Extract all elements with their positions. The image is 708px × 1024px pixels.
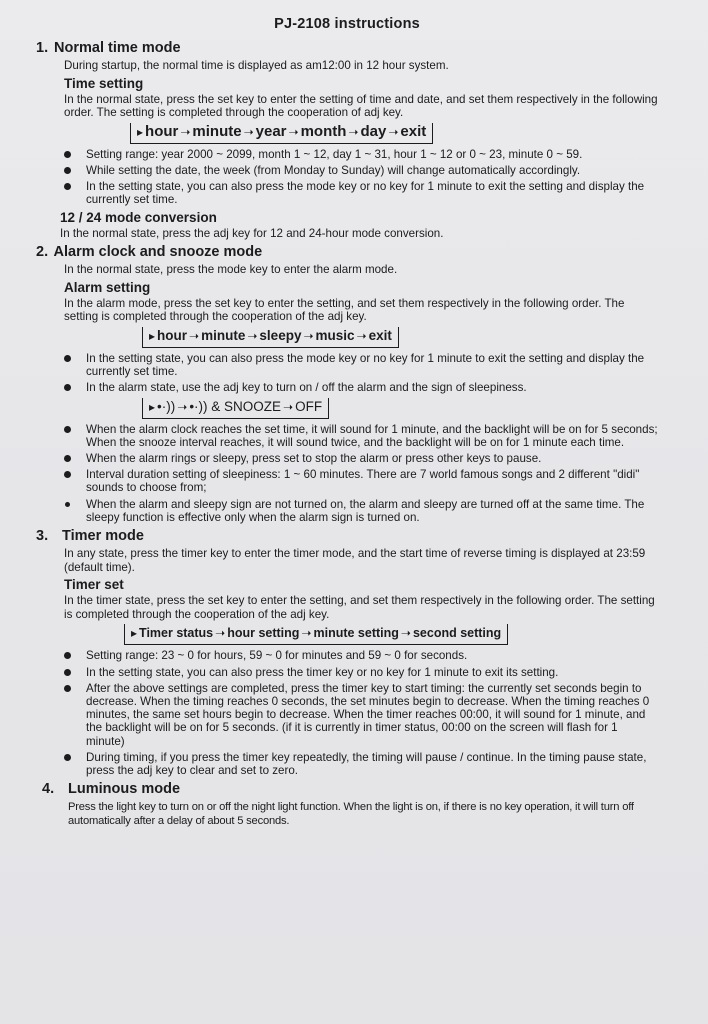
- alarm-state-flow-row: [36, 398, 658, 419]
- section-title: Luminous mode: [68, 781, 181, 798]
- flow-arrow-icon: ➝: [243, 124, 254, 139]
- time-setting-heading: Time setting: [64, 75, 144, 91]
- section-heading-timer: [36, 528, 658, 544]
- mode-conversion-text: In the normal state, press the adj key for 12 and 24-hour mode conversion.: [60, 226, 444, 240]
- list-item: [64, 751, 658, 777]
- list-item: [64, 468, 658, 494]
- list-item: [64, 352, 658, 378]
- luminous-text: Press the light key to turn on or off the night light function. When the light is on, if there is no key operation, it will turn off automatically after a delay of about 5 seconds.: [68, 801, 634, 828]
- list-item: [64, 649, 658, 662]
- list-item: [64, 498, 658, 524]
- flow-step: hour: [157, 328, 188, 344]
- bullet-icon: [65, 502, 70, 507]
- list-item-text: Interval duration setting of sleepiness: 1 ~ 60 minutes. There are 7 world famous songs and 2 different "didi" sounds to choose from;: [86, 468, 640, 495]
- section-title: Timer mode: [62, 528, 144, 544]
- flow-arrow-icon: ➝: [177, 399, 188, 414]
- flow-arrow-icon: ▸: [131, 626, 138, 641]
- timer-set-flow: [124, 624, 508, 645]
- flow-step: OFF: [295, 399, 323, 415]
- list-item-text: When the alarm clock reaches the set time, it will sound for 1 minute, and the backlight will be on for 5 seconds; When the snooze interval reaches, it will sound twice, and the backlight will be on for 1 minute each time.: [86, 422, 658, 449]
- flow-arrow-icon: ➝: [301, 626, 312, 641]
- flow-arrow-icon: ➝: [283, 399, 294, 414]
- section-number: 2.: [36, 244, 49, 261]
- mode-conversion-heading: 12 / 24 mode conversion: [60, 209, 217, 225]
- flow-step: second setting: [412, 626, 502, 641]
- timer-set-text: In the timer state, press the set key to enter the setting, and set them respectively in the following order. The setting is completed through the cooperation of the adj key.: [64, 594, 655, 621]
- list-item-text: In the setting state, you can also press the timer key or no key for 1 minute to exit its setting.: [86, 665, 559, 679]
- bullet-icon: [64, 384, 71, 391]
- flow-step: minute: [192, 123, 242, 141]
- flow-step: •·)) & SNOOZE: [189, 399, 282, 415]
- bullet-icon: [64, 455, 71, 462]
- flow-arrow-icon: ▸: [149, 328, 156, 343]
- list-item: [64, 164, 658, 177]
- timer-bullet-list: [36, 649, 658, 777]
- bullet-icon: [64, 355, 71, 362]
- list-item: [64, 148, 658, 161]
- alarm-bullet-list-b: [36, 423, 658, 524]
- flow-arrow-icon: ▸: [137, 124, 144, 139]
- section-number: 4.: [42, 781, 55, 798]
- timer-set-flow-row: [36, 624, 658, 645]
- bullet-icon: [64, 426, 71, 433]
- alarm-setting-flow: [142, 327, 399, 348]
- flow-step: hour: [145, 123, 179, 141]
- flow-arrow-icon: ➝: [288, 124, 299, 139]
- bullet-icon: [64, 652, 71, 659]
- time-setting-flow: [130, 123, 433, 144]
- section-heading-normal-time: [36, 40, 658, 56]
- flow-step: exit: [400, 123, 427, 141]
- section-heading-luminous: [42, 781, 658, 797]
- flow-step: day: [360, 123, 387, 141]
- list-item: [64, 423, 658, 449]
- time-setting-text: In the normal state, press the set key to enter the setting of time and date, and set them respectively in the following order. The setting is completed through the cooperation of adj key.: [64, 92, 658, 120]
- list-item-text: In the alarm state, use the adj key to turn on / off the alarm and the sign of sleepiness.: [86, 381, 527, 395]
- timer-set-heading: Timer set: [64, 577, 124, 593]
- alarm-setting-heading: Alarm setting: [64, 279, 151, 295]
- section-heading-alarm: [36, 244, 658, 260]
- alarm-intro: In the normal state, press the mode key to enter the alarm mode.: [64, 263, 398, 277]
- flow-step: minute setting: [313, 626, 399, 641]
- flow-arrow-icon: ➝: [180, 124, 191, 139]
- flow-arrow-icon: ➝: [303, 328, 314, 343]
- section-title: Alarm clock and snooze mode: [53, 244, 263, 261]
- flow-step: music: [315, 328, 355, 344]
- flow-arrow-icon: ➝: [400, 626, 411, 641]
- list-item-text: While setting the date, the week (from Monday to Sunday) will change automatically accordingly.: [86, 163, 581, 177]
- bullet-icon: [64, 151, 71, 158]
- bullet-icon: [64, 183, 71, 190]
- list-item-text: During timing, if you press the timer key repeatedly, the timing will pause / continue. In the timing pause state, press the adj key to clear and set to zero.: [86, 750, 647, 777]
- list-item-text: When the alarm and sleepy sign are not turned on, the alarm and sleepy are turned off at the same time. The sleepy function is effective only when the alarm sign is turned on.: [86, 497, 645, 524]
- list-item: [64, 180, 658, 206]
- list-item-text: In the setting state, you can also press the mode key or no key for 1 minute to exit the setting and display the currently set time.: [86, 180, 645, 207]
- timer-intro: In any state, press the timer key to enter the timer mode, and the start time of reverse timing is displayed at 23:59 (default time).: [64, 547, 646, 574]
- normal-intro: During startup, the normal time is displayed as am12:00 in 12 hour system.: [64, 59, 449, 72]
- bullet-icon: [64, 685, 71, 692]
- list-item: [64, 666, 658, 679]
- bullet-icon: [64, 754, 71, 761]
- flow-step: sleepy: [259, 328, 302, 344]
- flow-arrow-icon: ➝: [247, 328, 258, 343]
- flow-step: Timer status: [139, 626, 214, 641]
- flow-arrow-icon: ➝: [388, 124, 399, 139]
- list-item: [64, 452, 658, 465]
- flow-step: month: [300, 123, 347, 141]
- bullet-icon: [64, 669, 71, 676]
- alarm-state-flow: [142, 398, 329, 419]
- flow-arrow-icon: ➝: [348, 124, 359, 139]
- flow-arrow-icon: ➝: [215, 626, 226, 641]
- bullet-icon: [64, 471, 71, 478]
- flow-arrow-icon: ▸: [149, 399, 156, 414]
- list-item-text: Setting range: year 2000 ~ 2099, month 1 ~ 12, day 1 ~ 31, hour 1 ~ 12 or 0 ~ 23, minute 0 ~ 59.: [86, 147, 583, 161]
- flow-step: •·)): [157, 399, 176, 415]
- flow-step: hour setting: [227, 626, 300, 641]
- flow-arrow-icon: ➝: [356, 328, 367, 343]
- flow-step: year: [255, 123, 287, 141]
- alarm-bullet-list-a: [36, 352, 658, 395]
- list-item-text: After the above settings are completed, press the timer key to start timing: the currently set seconds begin to decrease. When the timing reaches 0 seconds, the set minutes begin to decrease. When the timing reaches 0 minutes, the same set hours begin to decrease. When the timer reaches 00:00, it will sound for 1 minute, and the backlight will be on for 5 seconds. (if it is currently in timer status, 00:00 on the screen will flash for 1 minute): [86, 681, 650, 748]
- normal-bullet-list: [36, 148, 658, 207]
- list-item-text: In the setting state, you can also press the mode key or no key for 1 minute to exit the setting and display the currently set time.: [86, 351, 645, 379]
- flow-arrow-icon: ➝: [189, 328, 200, 343]
- bullet-icon: [64, 167, 71, 174]
- flow-step: minute: [201, 328, 246, 344]
- list-item-text: When the alarm rings or sleepy, press set to stop the alarm or press other keys to pause.: [86, 451, 542, 465]
- section-number: 3.: [36, 528, 49, 544]
- flow-step: exit: [368, 328, 392, 344]
- section-title: Normal time mode: [54, 40, 181, 56]
- page-title: PJ-2108 instructions: [274, 16, 420, 32]
- alarm-setting-flow-row: [36, 327, 658, 348]
- time-setting-flow-row: [36, 123, 658, 144]
- section-number: 1.: [36, 40, 49, 56]
- list-item: [64, 381, 658, 394]
- list-item: [64, 682, 658, 748]
- list-item-text: Setting range: 23 ~ 0 for hours, 59 ~ 0 for minutes and 59 ~ 0 for seconds.: [86, 649, 468, 663]
- alarm-setting-text: In the alarm mode, press the set key to enter the setting, and set them respectively in the following order. The setting is completed through the cooperation of the adj key.: [64, 296, 625, 324]
